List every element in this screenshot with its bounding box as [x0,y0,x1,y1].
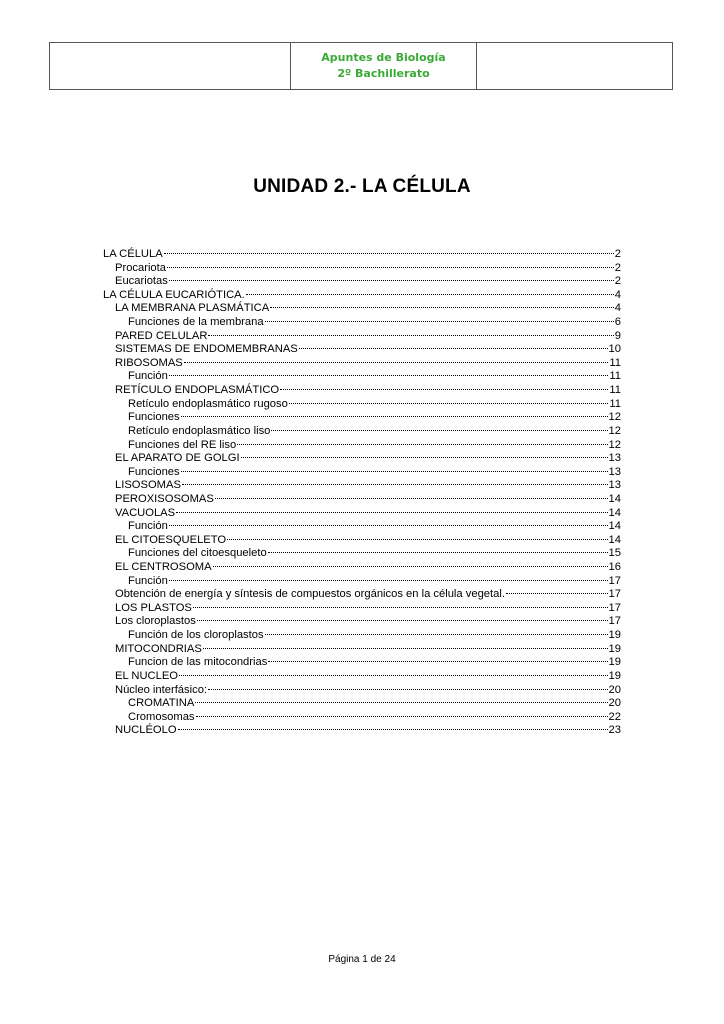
toc-entry[interactable] [103,357,621,371]
toc-entry-title: Funciones del RE liso [128,438,237,451]
toc-entry[interactable] [103,289,621,303]
toc-entry-title: Retículo endoplasmático liso [128,424,271,437]
document-title: UNIDAD 2.- LA CÉLULA [253,176,471,197]
header-table [49,42,673,90]
toc-entry-page: 11 [609,356,621,369]
toc-entry[interactable] [103,439,621,453]
toc-entry[interactable] [103,275,621,289]
toc-entry[interactable] [103,343,621,357]
toc-entry[interactable] [103,629,621,643]
toc-entry[interactable] [103,466,621,480]
toc-dot-leader [265,634,608,635]
toc-entry-page: 17 [608,615,621,628]
toc-entry-title: Función [128,520,168,533]
toc-entry-title: Funciones de la membrana [128,316,264,329]
toc-dot-leader [178,729,608,730]
toc-entry[interactable] [103,534,621,548]
toc-dot-leader [203,648,608,649]
toc-entry-title: NUCLÉOLO [115,724,177,737]
toc-entry-title: Función [128,370,168,383]
toc-entry[interactable] [103,452,621,466]
toc-entry-page: 2 [614,275,621,288]
toc-entry[interactable] [103,615,621,629]
toc-dot-leader [265,321,614,322]
header-line-1: Apuntes de Biología [321,51,446,64]
toc-dot-leader [182,484,608,485]
toc-entry[interactable] [103,670,621,684]
toc-entry-title: PARED CELULAR [115,329,208,342]
toc-entry-page: 11 [609,370,621,383]
toc-entry[interactable] [103,248,621,262]
toc-entry[interactable] [103,398,621,412]
toc-dot-leader [299,348,608,349]
toc-entry-page: 10 [608,343,621,356]
toc-entry[interactable] [103,561,621,575]
toc-entry-title: Funcion de las mitocondrias [128,656,268,669]
header-line-2: 2º Bachillerato [337,67,430,80]
toc-entry-title: LA CÉLULA EUCARIÓTICA. [103,288,245,301]
toc-entry-page: 22 [608,710,621,723]
toc-dot-leader [280,389,608,390]
toc-entry-page: 19 [608,656,621,669]
toc-entry-page: 19 [608,629,621,642]
toc-entry-title: EL APARATO DE GOLGI [115,452,240,465]
toc-dot-leader [208,689,608,690]
toc-entry[interactable] [103,425,621,439]
toc-entry-page: 14 [608,506,621,519]
toc-entry-page: 19 [608,642,621,655]
toc-dot-leader [169,375,609,376]
toc-entry[interactable] [103,656,621,670]
header-cell-left [50,43,291,89]
toc-entry-title: Función de los cloroplastos [128,629,264,642]
toc-entry[interactable] [103,711,621,725]
toc-dot-leader [208,335,613,336]
toc-entry-page: 20 [608,697,621,710]
toc-entry-page: 17 [608,574,621,587]
toc-entry-title: Procariota [115,261,166,274]
toc-entry-title: Función [128,574,168,587]
toc-entry-title: LA CÉLULA [103,248,163,260]
toc-entry[interactable] [103,493,621,507]
toc-entry[interactable] [103,724,621,738]
toc-entry-title: CROMATINA [128,697,195,710]
toc-entry-title: EL CENTROSOMA [115,561,212,574]
toc-dot-leader [195,702,607,703]
toc-entry[interactable] [103,411,621,425]
toc-entry-page: 11 [609,397,621,410]
toc-entry[interactable] [103,588,621,602]
toc-entry-page: 14 [608,492,621,505]
toc-entry-title: Funciones [128,465,180,478]
toc-entry-title: Obtención de energía y síntesis de compuestos orgánicos en la célula vegetal. [115,588,505,601]
toc-entry-title: Núcleo interfásico: [115,683,208,696]
toc-entry[interactable] [103,575,621,589]
toc-entry[interactable] [103,697,621,711]
toc-entry-title: SISTEMAS DE ENDOMEMBRANAS [115,343,298,356]
toc-entry-page: 4 [614,288,621,301]
toc-entry-title: RETÍCULO ENDOPLASMÁTICO [115,384,280,397]
toc-entry[interactable] [103,507,621,521]
toc-dot-leader [169,280,614,281]
toc-dot-leader [268,552,608,553]
toc-dot-leader [237,444,607,445]
toc-entry-page: 13 [608,465,621,478]
toc-entry-page: 12 [608,411,621,424]
toc-dot-leader [164,253,614,254]
toc-entry-page: 19 [608,669,621,682]
toc-entry-page: 20 [608,683,621,696]
toc-entry-page: 16 [608,561,621,574]
toc-entry-title: LISOSOMAS [115,479,181,492]
toc-dot-leader [227,539,607,540]
toc-entry[interactable] [103,602,621,616]
toc-entry-title: Eucariotas [115,275,168,288]
toc-entry[interactable] [103,684,621,698]
toc-entry-title: Los cloroplastos [115,615,196,628]
toc-entry-page: 9 [614,329,621,342]
toc-entry[interactable] [103,370,621,384]
toc-entry[interactable] [103,479,621,493]
toc-entry-title: Funciones del citoesqueleto [128,547,267,560]
toc-entry-title: Cromosomas [128,710,195,723]
toc-entry-page: 4 [614,302,621,315]
toc-dot-leader [270,307,614,308]
toc-entry-page: 14 [608,533,621,546]
toc-entry-page: 12 [608,424,621,437]
toc-entry[interactable] [103,302,621,316]
toc-dot-leader [169,580,608,581]
header-cell-right [477,43,672,89]
toc-entry[interactable] [103,330,621,344]
toc-entry-title: RIBOSOMAS [115,356,183,369]
toc-dot-leader [167,267,614,268]
toc-entry-title: PEROXISOSOMAS [115,492,214,505]
toc-entry[interactable] [103,262,621,276]
toc-entry-page: 11 [609,384,621,397]
toc-entry-page: 2 [614,248,621,260]
toc-entry-title: Funciones [128,411,180,424]
toc-entry-title: EL NUCLEO [115,669,179,682]
toc-entry-title: LA MEMBRANA PLASMÁTICA [115,302,270,315]
toc-dot-leader [176,512,607,513]
toc-entry-title: LOS PLASTOS [115,601,192,614]
toc-entry-page: 6 [614,316,621,329]
toc-dot-leader [289,403,609,404]
toc-dot-leader [246,294,614,295]
toc-dot-leader [181,416,608,417]
toc-entry-page: 17 [608,588,621,601]
toc-dot-leader [506,593,608,594]
toc-dot-leader [197,620,608,621]
toc-entry-page: 14 [608,520,621,533]
page-footer: Página 1 de 24 [328,954,396,965]
toc-dot-leader [213,566,608,567]
toc-dot-leader [241,457,608,458]
toc-dot-leader [271,430,607,431]
toc-entry-page: 13 [608,452,621,465]
toc-dot-leader [196,716,608,717]
header-cell-center [291,43,477,89]
toc-dot-leader [215,498,608,499]
toc-dot-leader [193,607,608,608]
toc-entry[interactable] [103,316,621,330]
toc-entry-page: 17 [608,601,621,614]
table-of-contents [103,248,621,738]
toc-dot-leader [184,362,609,363]
toc-entry-title: EL CITOESQUELETO [115,533,227,546]
toc-entry-page: 13 [608,479,621,492]
toc-dot-leader [179,675,608,676]
toc-entry-title: VACUOLAS [115,506,176,519]
toc-entry-page: 23 [608,724,621,737]
toc-entry-page: 2 [614,261,621,274]
toc-entry-page: 12 [608,438,621,451]
toc-dot-leader [169,525,608,526]
toc-entry[interactable] [103,520,621,534]
toc-entry-title: Retículo endoplasmático rugoso [128,397,288,410]
toc-entry-page: 15 [608,547,621,560]
toc-entry[interactable] [103,384,621,398]
toc-dot-leader [268,661,607,662]
toc-entry-title: MITOCONDRIAS [115,642,202,655]
toc-entry[interactable] [103,547,621,561]
toc-dot-leader [181,471,608,472]
toc-entry[interactable] [103,643,621,657]
